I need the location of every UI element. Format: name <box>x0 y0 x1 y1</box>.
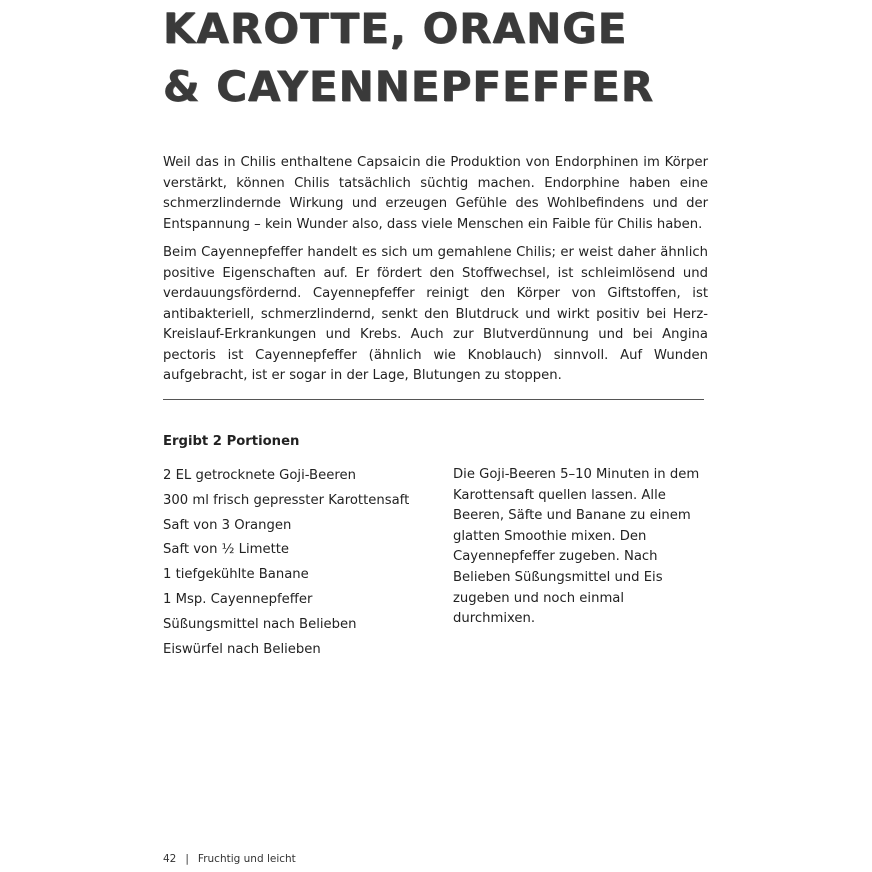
portions-heading: Ergibt 2 Portionen <box>163 434 300 449</box>
recipe-title-line-1: KAROTTE, ORANGE <box>163 4 628 53</box>
section-divider <box>163 399 704 400</box>
intro-paragraph-2: Beim Cayennepfeffer handelt es sich um gemahlene Chilis; er weist daher ähnlich positive Eigenschaften auf. Er fördert den Stoffwechsel, ist schleimlösend und verdauungsfördernd. Cayennepfeffer reinigt den Körper von Giftstoffen, ist antibakteriell, schmerzlindernd, senkt den Blutdruck und wirkt positiv bei Herz-Kreislauf-Erkrankungen und Krebs. Auch zur Blutverdünnung und bei Angina pectoris ist Cayennepfeffer (ähnlich wie Knoblauch) sinnvoll. Auf Wunden aufgebracht, ist er sogar in der Lage, Blutungen zu stoppen. <box>163 245 708 383</box>
ingredient-item: 300 ml frisch gepresster Karottensaft <box>163 492 410 508</box>
page-number: 42 <box>163 853 177 865</box>
ingredient-list <box>163 464 409 662</box>
intro-paragraph-1: Weil das in Chilis enthaltene Capsaicin die Produktion von Endorphinen im Körper verstärkt, können Chilis tatsächlich süchtig machen. Endorphine haben eine schmerzlindernde Wirkung und erzeugen Gefühle des Wohlbefindens und der Entspannung – kein Wunder also, dass viele Menschen ein Faible für Chilis haben. <box>163 155 708 232</box>
preparation-method: Die Goji-Beeren 5–10 Minuten in dem Karottensaft quellen lassen. Alle Beeren, Säfte und Banane zu einem glatten Smoothie mixen. Den Cayennepfeffer zugeben. Nach Belieben Süßungsmittel und Eis zugeben und noch einmal durchmixen. <box>453 467 700 627</box>
ingredient-item: Süßungsmittel nach Belieben <box>163 616 357 632</box>
ingredient-item: 1 Msp. Cayennepfeffer <box>163 591 313 607</box>
ingredient-item: Saft von ½ Limette <box>163 542 290 558</box>
ingredient-item: 2 EL getrocknete Goji-Beeren <box>163 468 356 483</box>
footer-separator: | <box>185 853 189 865</box>
recipe-title <box>163 0 654 116</box>
ingredient-item: 1 tiefgekühlte Banane <box>163 567 309 583</box>
recipe-title-line-2: & CAYENNEPFEFFER <box>163 62 655 111</box>
intro-text <box>163 153 708 395</box>
page-footer <box>163 851 296 867</box>
ingredient-item: Eiswürfel nach Belieben <box>163 641 321 657</box>
ingredient-item: Saft von 3 Orangen <box>163 517 292 533</box>
section-name: Fruchtig und leicht <box>197 853 296 865</box>
